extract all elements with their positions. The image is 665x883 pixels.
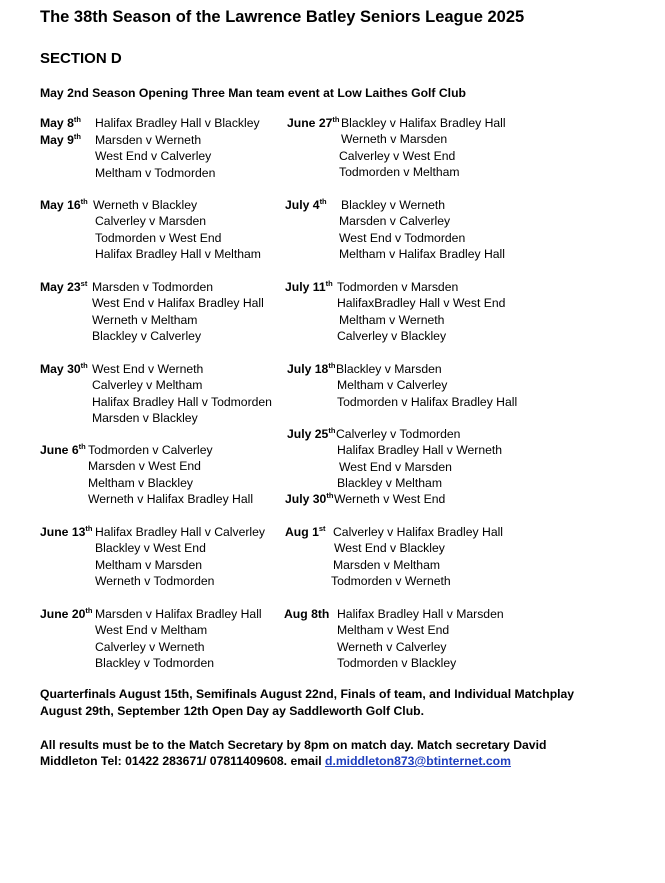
page-title: The 38th Season of the Lawrence Batley Seniors League 2025 (40, 8, 525, 26)
fixture-match: Calverley v Blackley (337, 329, 447, 344)
fixture-match: West End v Todmorden (339, 230, 466, 245)
date-suffix: th (325, 279, 333, 288)
fixture-match: Calverley v Werneth (95, 639, 205, 654)
fixture-match: Todmorden v Calverley (88, 443, 213, 457)
date-suffix: st (318, 524, 326, 533)
date-suffix: th (328, 361, 336, 370)
fixture-match: Meltham v Halifax Bradley Hall (339, 247, 505, 262)
left-date-3: May 23st (40, 279, 88, 294)
fixture-match: Meltham v West End (337, 623, 450, 638)
date-suffix: th (319, 197, 327, 206)
fixture-match: Halifax Bradley Hall v Meltham (95, 247, 261, 262)
fixture-match: Werneth v Todmorden (95, 574, 215, 589)
fixture-match: West End v Werneth (92, 362, 204, 376)
fixture-match: Werneth v Marsden (341, 132, 448, 147)
fixture-match: Calverley v Todmorden (336, 427, 461, 441)
date-suffix: th (73, 132, 81, 141)
date-suffix: th (80, 197, 88, 206)
section-heading: SECTION D (40, 50, 122, 67)
fixture-match: Halifax Bradley Hall v Marsden (337, 607, 504, 621)
right-date-7: Aug 8th (284, 607, 330, 621)
fixture-match: Todmorden v Halifax Bradley Hall (337, 394, 518, 409)
fixture-match: Marsden v Halifax Bradley Hall (95, 607, 262, 621)
fixture-match: Meltham v Todmorden (95, 165, 216, 180)
fixture-match: Marsden v Todmorden (92, 280, 214, 294)
fixture-match: Marsden v West End (88, 459, 201, 474)
fixture-match: Marsden v Meltham (333, 557, 441, 572)
fixture-match: Halifax Bradley Hall v Todmorden (92, 394, 272, 409)
finals-note-line2: August 29th, September 12th Open Day ay Saddleworth Golf Club. (40, 704, 424, 718)
fixture-match: West End v Meltham (95, 623, 208, 638)
date-suffix: st (80, 279, 88, 288)
fixture-match: Werneth v Blackley (93, 198, 198, 212)
fixture-match: Werneth v West End (334, 492, 446, 506)
left-date-7: June 20th (40, 606, 93, 621)
contact-text: Middleton Tel: 01422 283671/ 07811409608. email (40, 754, 326, 768)
left-date-2: May 16th (40, 197, 88, 212)
left-date-1: May 9th (40, 132, 81, 147)
right-date-2: July 11th (285, 279, 333, 294)
fixture-match: West End v Calverley (95, 149, 212, 164)
results-note-line1: All results must be to the Match Secretary by 8pm on match day. Match secretary David (40, 738, 547, 752)
date-suffix: th (73, 115, 81, 124)
date-suffix: th (85, 524, 93, 533)
right-date-6: Aug 1st (285, 524, 326, 539)
right-date-0: June 27th (287, 115, 340, 130)
fixture-match: Werneth v Halifax Bradley Hall (88, 492, 254, 507)
fixture-match: Marsden v Werneth (95, 133, 202, 147)
opening-event: May 2nd Season Opening Three Man team event at Low Laithes Golf Club (40, 86, 466, 100)
fixture-match: Werneth v Meltham (92, 312, 198, 327)
fixture-match: West End v Halifax Bradley Hall (92, 296, 264, 311)
fixture-match: Halifax Bradley Hall v Blackley (95, 116, 260, 130)
fixture-match: Blackley v Werneth (341, 198, 446, 212)
date-suffix: th (326, 491, 334, 500)
fixture-match: HalifaxBradley Hall v West End (337, 296, 506, 311)
left-date-5: June 6th (40, 442, 86, 457)
left-date-0: May 8th (40, 115, 81, 130)
right-date-3: July 18th (287, 361, 336, 376)
fixture-match: Blackley v Meltham (337, 476, 442, 491)
date-suffix: th (78, 442, 86, 451)
email-link[interactable]: d.middleton873@btinternet.com (325, 754, 511, 768)
fixture-match: Meltham v Blackley (88, 475, 193, 490)
fixture-match: Marsden v Calverley (339, 214, 451, 229)
date-suffix: th (85, 606, 93, 615)
fixture-match: West End v Marsden (339, 459, 452, 474)
right-date-4: July 25th (287, 426, 336, 441)
fixture-match: Calverley v West End (339, 148, 456, 163)
fixture-match: Blackley v Calverley (92, 329, 202, 344)
fixture-match: Meltham v Werneth (339, 312, 445, 327)
fixture-match: Calverley v Meltham (92, 378, 203, 393)
fixture-match: Calverley v Marsden (95, 214, 207, 229)
fixture-match: Halifax Bradley Hall v Werneth (337, 443, 503, 458)
date-suffix: th (328, 426, 336, 435)
fixture-match: Todmorden v Blackley (337, 656, 457, 671)
fixture-match: Blackley v Marsden (336, 362, 442, 376)
fixture-match: Todmorden v West End (95, 230, 222, 245)
date-suffix: th (80, 361, 88, 370)
fixture-match: West End v Blackley (334, 541, 445, 556)
fixture-match: Meltham v Marsden (95, 557, 203, 572)
date-suffix: th (332, 115, 340, 124)
fixture-match: Blackley v Halifax Bradley Hall (341, 116, 506, 130)
fixture-match: Todmorden v Werneth (331, 574, 451, 589)
right-date-5: July 30th (285, 491, 334, 506)
right-date-1: July 4th (285, 197, 327, 212)
fixture-match: Meltham v Calverley (337, 378, 448, 393)
left-date-4: May 30th (40, 361, 88, 376)
left-date-6: June 13th (40, 524, 93, 539)
fixture-match: Werneth v Calverley (337, 639, 447, 654)
fixture-match: Halifax Bradley Hall v Calverley (95, 525, 266, 539)
finals-note-line1: Quarterfinals August 15th, Semifinals August 22nd, Finals of team, and Individual Matchplay (40, 687, 575, 701)
fixture-match: Blackley v West End (95, 541, 206, 556)
results-note-line2 (40, 753, 511, 770)
fixture-match: Blackley v Todmorden (95, 656, 214, 671)
fixture-match: Todmorden v Meltham (339, 165, 460, 180)
fixture-match: Todmorden v Marsden (337, 280, 459, 294)
fixture-match: Calverley v Halifax Bradley Hall (333, 525, 504, 539)
fixture-match: Marsden v Blackley (92, 411, 198, 426)
